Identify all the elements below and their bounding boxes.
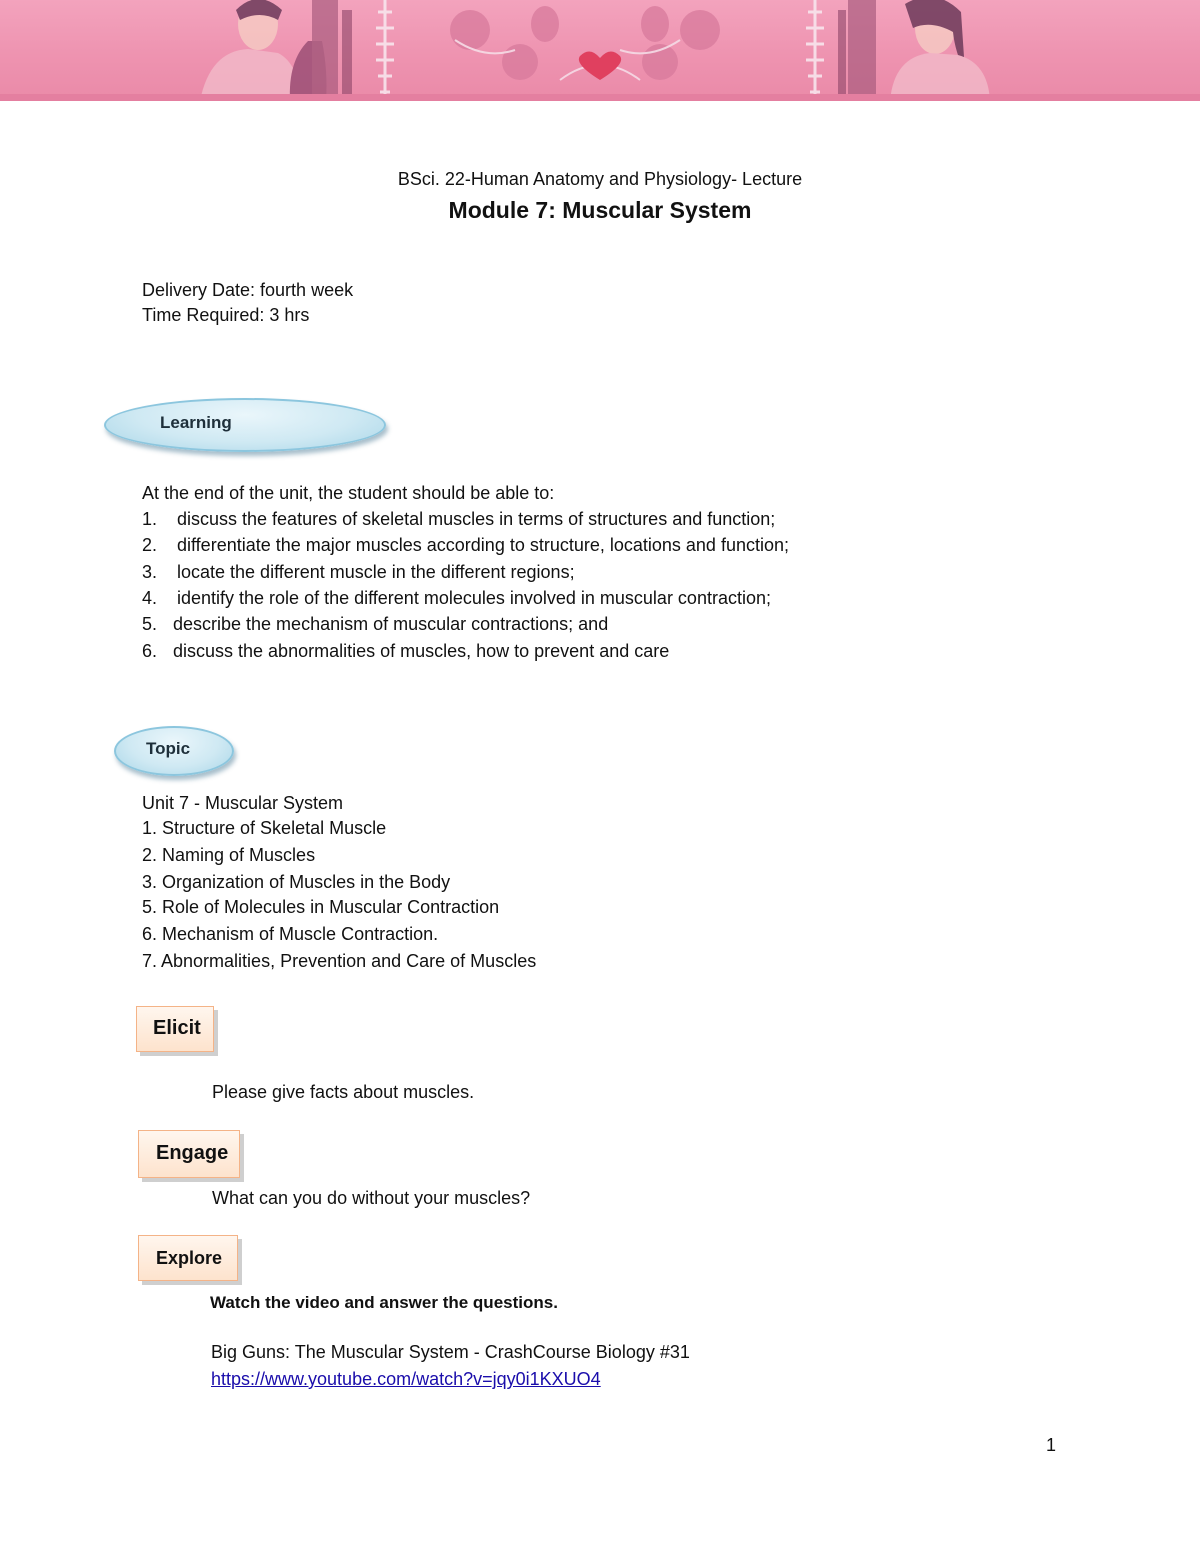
page-title: Module 7: Muscular System bbox=[448, 197, 752, 223]
anatomy-illustration bbox=[0, 0, 1200, 101]
topic-item: 3. Organization of Muscles in the Body bbox=[142, 872, 451, 892]
elicit-prompt: Please give facts about muscles. bbox=[212, 1082, 475, 1102]
list-item bbox=[142, 640, 157, 662]
video-link[interactable]: https://www.youtube.com/watch?v=jqy0i1KXUO4 bbox=[211, 1369, 601, 1389]
list-item-text: discuss the abnormalities of muscles, how to prevent and care bbox=[173, 641, 670, 661]
list-item-text: locate the different muscle in the different regions; bbox=[177, 562, 575, 582]
list-item-text: describe the mechanism of muscular contractions; and bbox=[173, 614, 609, 634]
engage-label: Engage bbox=[156, 1142, 229, 1164]
explore-label: Explore bbox=[156, 1248, 223, 1268]
list-number: 5. bbox=[142, 614, 158, 634]
list-number: 1. bbox=[142, 509, 158, 529]
list-number: 6. bbox=[142, 641, 158, 661]
page-number: 1 bbox=[1046, 1435, 1057, 1455]
list-item-text: discuss the features of skeletal muscles in terms of structures and function; bbox=[177, 509, 776, 529]
header-banner bbox=[0, 0, 1200, 101]
topic-item: 5. Role of Molecules in Muscular Contraction bbox=[142, 897, 500, 917]
topic-item: 1. Structure of Skeletal Muscle bbox=[142, 818, 387, 838]
list-item bbox=[142, 613, 157, 635]
learning-label: Learning bbox=[160, 413, 232, 432]
list-number: 2. bbox=[142, 535, 158, 555]
unit-title: Unit 7 - Muscular System bbox=[142, 793, 344, 813]
objectives-intro: At the end of the unit, the student should be able to: bbox=[142, 483, 555, 503]
list-item bbox=[142, 561, 157, 583]
course-title: BSci. 22-Human Anatomy and Physiology- Lecture bbox=[397, 169, 803, 189]
delivery-date: Delivery Date: fourth week bbox=[142, 280, 354, 300]
video-title: Big Guns: The Muscular System - CrashCourse Biology #31 bbox=[211, 1342, 690, 1362]
list-item-text: identify the role of the different molecules involved in muscular contraction; bbox=[177, 588, 771, 608]
elicit-label: Elicit bbox=[153, 1017, 201, 1039]
learning-oval bbox=[104, 398, 386, 452]
list-item bbox=[142, 587, 157, 609]
engage-prompt: What can you do without your muscles? bbox=[212, 1188, 531, 1208]
topic-item: 6. Mechanism of Muscle Contraction. bbox=[142, 924, 439, 944]
list-item bbox=[142, 508, 157, 530]
list-item bbox=[142, 534, 157, 556]
time-required: Time Required: 3 hrs bbox=[142, 305, 310, 325]
list-item-text: differentiate the major muscles according to structure, locations and function; bbox=[177, 535, 789, 555]
list-number: 3. bbox=[142, 562, 158, 582]
topic-label: Topic bbox=[146, 739, 191, 758]
explore-instruction: Watch the video and answer the questions. bbox=[210, 1293, 558, 1312]
banner-bottom-strip bbox=[0, 94, 1200, 101]
topic-item: 2. Naming of Muscles bbox=[142, 845, 316, 865]
list-number: 4. bbox=[142, 588, 158, 608]
topic-item: 7. Abnormalities, Prevention and Care of Muscles bbox=[142, 951, 537, 971]
